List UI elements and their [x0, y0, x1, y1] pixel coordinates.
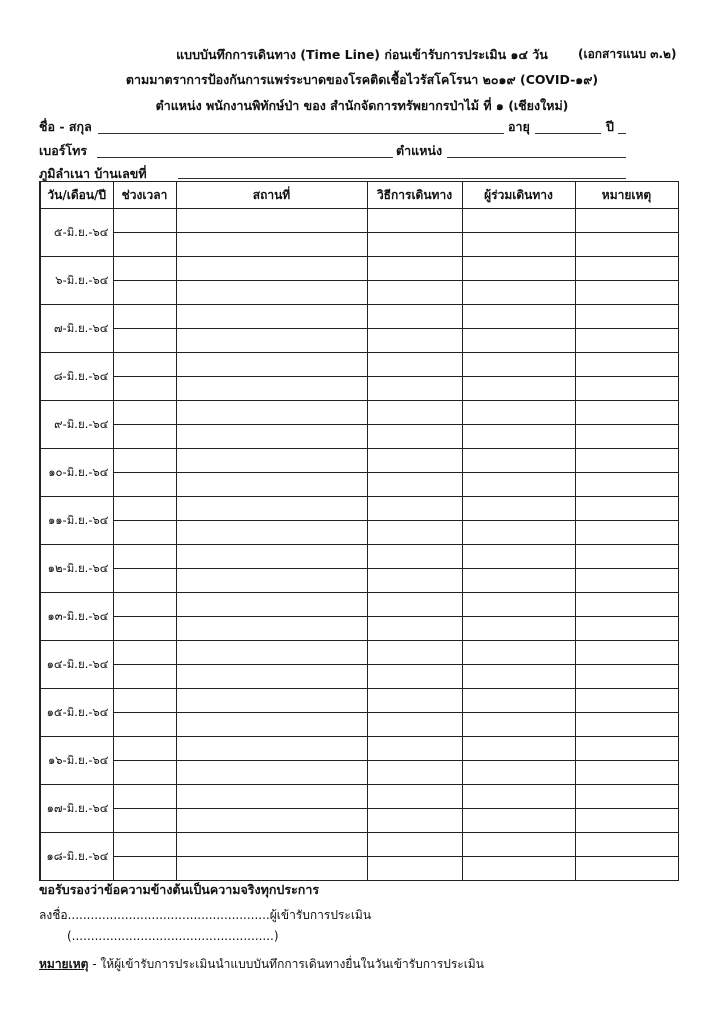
travel-method-cell[interactable]	[367, 281, 462, 305]
companions-cell[interactable]	[462, 713, 575, 737]
travel-method-cell[interactable]	[367, 497, 462, 521]
companions-cell[interactable]	[462, 569, 575, 593]
time-cell[interactable]	[113, 593, 176, 617]
date-cell: ๑๕-มิ.ย.-๖๔	[40, 689, 113, 737]
hometown-label: ภูมิลำเนา บ้านเลขที่	[39, 166, 147, 181]
form-title: แบบบันทึกการเดินทาง (Time Line) ก่อนเข้ารับการประเมิน ๑๔ วัน	[176, 47, 548, 62]
time-cell[interactable]	[113, 497, 176, 521]
travel-method-cell[interactable]	[367, 761, 462, 785]
time-cell[interactable]	[113, 617, 176, 641]
time-cell[interactable]	[113, 449, 176, 473]
time-cell[interactable]	[113, 737, 176, 761]
place-cell[interactable]	[176, 449, 367, 473]
hometown-field[interactable]	[178, 178, 626, 179]
name-field[interactable]	[98, 133, 504, 134]
remarks-cell[interactable]	[575, 401, 678, 425]
table-row	[40, 521, 678, 545]
place-cell[interactable]	[176, 377, 367, 401]
companions-cell[interactable]	[462, 593, 575, 617]
place-cell[interactable]	[176, 617, 367, 641]
travel-method-cell[interactable]	[367, 449, 462, 473]
table-row	[40, 713, 678, 737]
table-row	[40, 497, 678, 521]
date-cell: ๑๗-มิ.ย.-๖๔	[40, 785, 113, 833]
place-cell[interactable]	[176, 545, 367, 569]
header-time: ช่วงเวลา	[113, 182, 176, 209]
remarks-cell[interactable]	[575, 857, 678, 881]
remarks-cell[interactable]	[575, 617, 678, 641]
remarks-cell[interactable]	[575, 473, 678, 497]
remarks-cell[interactable]	[575, 689, 678, 713]
time-cell[interactable]	[113, 209, 176, 233]
place-cell[interactable]	[176, 833, 367, 857]
remarks-cell[interactable]	[575, 233, 678, 257]
companions-cell[interactable]	[462, 497, 575, 521]
date-cell: ๗-มิ.ย.-๖๔	[40, 305, 113, 353]
remarks-cell[interactable]	[575, 209, 678, 233]
remarks-cell[interactable]	[575, 761, 678, 785]
time-cell[interactable]	[113, 689, 176, 713]
footer-note	[39, 955, 484, 974]
companions-cell[interactable]	[462, 545, 575, 569]
time-cell[interactable]	[113, 401, 176, 425]
certification-statement: ขอรับรองว่าข้อความข้างต้นเป็นความจริงทุกประการ	[39, 882, 320, 897]
place-cell[interactable]	[176, 305, 367, 329]
remarks-cell[interactable]	[575, 713, 678, 737]
travel-method-cell[interactable]	[367, 545, 462, 569]
time-cell[interactable]	[113, 257, 176, 281]
place-cell[interactable]	[176, 785, 367, 809]
time-cell[interactable]	[113, 809, 176, 833]
age-label: อายุ	[508, 119, 530, 134]
travel-method-cell[interactable]	[367, 593, 462, 617]
companions-cell[interactable]	[462, 617, 575, 641]
place-cell[interactable]	[176, 473, 367, 497]
remarks-cell[interactable]	[575, 545, 678, 569]
time-cell[interactable]	[113, 233, 176, 257]
companions-cell[interactable]	[462, 233, 575, 257]
place-cell[interactable]	[176, 737, 367, 761]
travel-method-cell[interactable]	[367, 569, 462, 593]
travel-method-cell[interactable]	[367, 833, 462, 857]
companions-cell[interactable]	[462, 737, 575, 761]
place-cell[interactable]	[176, 401, 367, 425]
table-row	[40, 257, 678, 281]
timeline-table	[39, 181, 679, 881]
table-row	[40, 761, 678, 785]
time-cell[interactable]	[113, 665, 176, 689]
remarks-cell[interactable]	[575, 833, 678, 857]
place-cell[interactable]	[176, 233, 367, 257]
remarks-cell[interactable]	[575, 281, 678, 305]
companions-cell[interactable]	[462, 209, 575, 233]
header-date: วัน/เดือน/ปี	[40, 182, 113, 209]
place-cell[interactable]	[176, 713, 367, 737]
table-row	[40, 737, 678, 761]
remarks-cell[interactable]	[575, 425, 678, 449]
remarks-cell[interactable]	[575, 353, 678, 377]
place-cell[interactable]	[176, 641, 367, 665]
companions-cell[interactable]	[462, 809, 575, 833]
remarks-cell[interactable]	[575, 785, 678, 809]
place-cell[interactable]	[176, 593, 367, 617]
age-field[interactable]	[535, 133, 601, 134]
date-cell: ๑๘-มิ.ย.-๖๔	[40, 833, 113, 881]
date-cell: ๑๐-มิ.ย.-๖๔	[40, 449, 113, 497]
note-text: - ให้ผู้เข้ารับการประเมินนำแบบบันทึกการเดินทางยื่นในวันเข้ารับการประเมิน	[88, 957, 484, 971]
travel-method-cell[interactable]	[367, 785, 462, 809]
table-row	[40, 593, 678, 617]
table-row	[40, 833, 678, 857]
place-cell[interactable]	[176, 281, 367, 305]
table-row	[40, 209, 678, 233]
travel-method-cell[interactable]	[367, 737, 462, 761]
form-subtitle: ตามมาตราการป้องกันการแพร่ระบาดของโรคติดเชื้อไวรัสโคโรนา ๒๐๑๙ (COVID-๑๙)	[125, 72, 599, 87]
date-cell: ๕-มิ.ย.-๖๔	[40, 209, 113, 257]
table-row	[40, 857, 678, 881]
travel-method-cell[interactable]	[367, 521, 462, 545]
remarks-cell[interactable]	[575, 737, 678, 761]
travel-method-cell[interactable]	[367, 665, 462, 689]
date-cell: ๑๔-มิ.ย.-๖๔	[40, 641, 113, 689]
companions-cell[interactable]	[462, 665, 575, 689]
table-row	[40, 305, 678, 329]
table-row	[40, 353, 678, 377]
place-cell[interactable]	[176, 809, 367, 833]
name-label: ชื่อ - สกุล	[39, 119, 92, 134]
companions-cell[interactable]	[462, 857, 575, 881]
date-cell: ๑๑-มิ.ย.-๖๔	[40, 497, 113, 545]
travel-method-cell[interactable]	[367, 689, 462, 713]
time-cell[interactable]	[113, 521, 176, 545]
place-cell[interactable]	[176, 329, 367, 353]
companions-cell[interactable]	[462, 401, 575, 425]
remarks-cell[interactable]	[575, 809, 678, 833]
place-cell[interactable]	[176, 857, 367, 881]
remarks-cell[interactable]	[575, 665, 678, 689]
phone-label: เบอร์โทร	[39, 143, 88, 158]
travel-method-cell[interactable]	[367, 713, 462, 737]
table-row	[40, 809, 678, 833]
travel-method-cell[interactable]	[367, 473, 462, 497]
companions-cell[interactable]	[462, 473, 575, 497]
time-cell[interactable]	[113, 761, 176, 785]
time-cell[interactable]	[113, 473, 176, 497]
table-row	[40, 641, 678, 665]
time-cell[interactable]	[113, 425, 176, 449]
year-line	[618, 133, 626, 134]
companions-cell[interactable]	[462, 305, 575, 329]
travel-method-cell[interactable]	[367, 209, 462, 233]
remarks-cell[interactable]	[575, 449, 678, 473]
printed-name-line[interactable]: (.....................................................)	[67, 929, 279, 943]
position-line: ตำแหน่ง พนักงานพิทักษ์ป่า ของ สำนักจัดการทรัพยากรป่าไม้ ที่ ๑ (เชียงใหม่)	[155, 98, 569, 113]
table-row	[40, 545, 678, 569]
companions-cell[interactable]	[462, 449, 575, 473]
companions-cell[interactable]	[462, 785, 575, 809]
header-travel-method: วิธีการเดินทาง	[367, 182, 462, 209]
time-cell[interactable]	[113, 377, 176, 401]
time-cell[interactable]	[113, 641, 176, 665]
time-cell[interactable]	[113, 833, 176, 857]
table-row	[40, 689, 678, 713]
companions-cell[interactable]	[462, 641, 575, 665]
attachment-reference: (เอกสารแนบ ๓.๒)	[578, 47, 677, 61]
travel-method-cell[interactable]	[367, 305, 462, 329]
header-companions: ผู้ร่วมเดินทาง	[462, 182, 575, 209]
table-row	[40, 233, 678, 257]
date-cell: ๙-มิ.ย.-๖๔	[40, 401, 113, 449]
remarks-cell[interactable]	[575, 521, 678, 545]
time-cell[interactable]	[113, 713, 176, 737]
companions-cell[interactable]	[462, 281, 575, 305]
companions-cell[interactable]	[462, 377, 575, 401]
travel-method-cell[interactable]	[367, 257, 462, 281]
remarks-cell[interactable]	[575, 257, 678, 281]
remarks-cell[interactable]	[575, 593, 678, 617]
place-cell[interactable]	[176, 209, 367, 233]
table-row	[40, 329, 678, 353]
place-cell[interactable]	[176, 353, 367, 377]
companions-cell[interactable]	[462, 353, 575, 377]
table-row	[40, 281, 678, 305]
time-cell[interactable]	[113, 545, 176, 569]
time-cell[interactable]	[113, 353, 176, 377]
table-row	[40, 617, 678, 641]
remarks-cell[interactable]	[575, 305, 678, 329]
header-place: สถานที่	[176, 182, 367, 209]
place-cell[interactable]	[176, 665, 367, 689]
place-cell[interactable]	[176, 689, 367, 713]
place-cell[interactable]	[176, 569, 367, 593]
remarks-cell[interactable]	[575, 569, 678, 593]
table-row	[40, 449, 678, 473]
travel-method-cell[interactable]	[367, 857, 462, 881]
place-cell[interactable]	[176, 521, 367, 545]
table-row	[40, 425, 678, 449]
time-cell[interactable]	[113, 785, 176, 809]
remarks-cell[interactable]	[575, 377, 678, 401]
table-header-row	[40, 182, 678, 209]
note-label: หมายเหตุ	[39, 957, 89, 971]
place-cell[interactable]	[176, 761, 367, 785]
travel-method-cell[interactable]	[367, 401, 462, 425]
travel-method-cell[interactable]	[367, 809, 462, 833]
time-cell[interactable]	[113, 305, 176, 329]
table-row	[40, 377, 678, 401]
remarks-cell[interactable]	[575, 329, 678, 353]
phone-field[interactable]	[97, 157, 393, 158]
time-cell[interactable]	[113, 857, 176, 881]
year-label: ปี	[606, 119, 614, 134]
date-cell: ๑๓-มิ.ย.-๖๔	[40, 593, 113, 641]
travel-method-cell[interactable]	[367, 617, 462, 641]
date-cell: ๘-มิ.ย.-๖๔	[40, 353, 113, 401]
place-cell[interactable]	[176, 257, 367, 281]
companions-cell[interactable]	[462, 425, 575, 449]
time-cell[interactable]	[113, 281, 176, 305]
companions-cell[interactable]	[462, 521, 575, 545]
remarks-cell[interactable]	[575, 497, 678, 521]
travel-method-cell[interactable]	[367, 377, 462, 401]
signature-line[interactable]: ลงชื่อ.....................................................ผู้เข้ารับการประเมิน	[39, 908, 372, 922]
travel-method-cell[interactable]	[367, 425, 462, 449]
companions-cell[interactable]	[462, 833, 575, 857]
companions-cell[interactable]	[462, 689, 575, 713]
table-body	[40, 209, 678, 881]
companions-cell[interactable]	[462, 257, 575, 281]
companions-cell[interactable]	[462, 761, 575, 785]
header-remarks: หมายเหตุ	[575, 182, 678, 209]
place-cell[interactable]	[176, 425, 367, 449]
table-row	[40, 401, 678, 425]
place-cell[interactable]	[176, 497, 367, 521]
time-cell[interactable]	[113, 329, 176, 353]
table-row	[40, 665, 678, 689]
position-label: ตำแหน่ง	[396, 143, 443, 158]
travel-method-cell[interactable]	[367, 233, 462, 257]
companions-cell[interactable]	[462, 329, 575, 353]
travel-method-cell[interactable]	[367, 329, 462, 353]
position-field[interactable]	[447, 157, 626, 158]
date-cell: ๑๖-มิ.ย.-๖๔	[40, 737, 113, 785]
date-cell: ๑๒-มิ.ย.-๖๔	[40, 545, 113, 593]
travel-method-cell[interactable]	[367, 353, 462, 377]
table-row	[40, 473, 678, 497]
travel-method-cell[interactable]	[367, 641, 462, 665]
time-cell[interactable]	[113, 569, 176, 593]
remarks-cell[interactable]	[575, 641, 678, 665]
table-row	[40, 569, 678, 593]
date-cell: ๖-มิ.ย.-๖๔	[40, 257, 113, 305]
table-row	[40, 785, 678, 809]
